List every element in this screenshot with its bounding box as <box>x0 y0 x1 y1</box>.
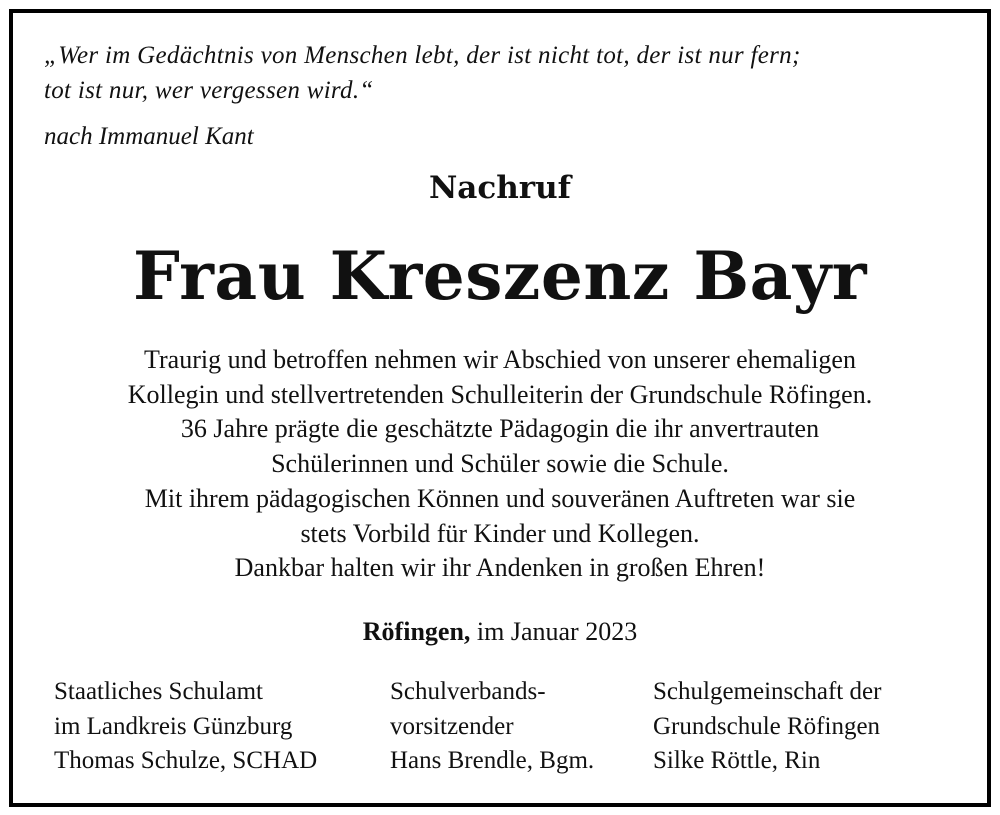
place-name: Röfingen, <box>362 617 471 646</box>
obituary-heading: Nachruf <box>428 170 572 206</box>
signature-line: Grundschule Röfingen <box>653 712 881 740</box>
body-line: Mit ihrem pädagogischen Können und souveränen Auftreten war sie <box>144 483 856 513</box>
deceased-name: Frau Kreszenz Bayr <box>132 237 868 315</box>
signature-school-office <box>54 675 317 779</box>
signature-line: Schulgemeinschaft der <box>653 678 882 705</box>
body-line: Dankbar halten wir ihr Andenken in großen Ehren! <box>234 553 766 583</box>
quote-line-2: tot ist nur, wer vergessen wird.“ <box>44 77 374 104</box>
quote-line-1: „Wer im Gedächtnis von Menschen lebt, der ist nicht tot, der ist nur fern; <box>44 42 801 69</box>
signature-school-community <box>653 675 881 779</box>
signature-line: Silke Röttle, Rin <box>653 747 821 774</box>
signature-school-association <box>390 675 594 779</box>
signature-line: Staatliches Schulamt <box>54 678 263 705</box>
signature-line: Hans Brendle, Bgm. <box>390 747 595 774</box>
signature-line: Schulverbands- <box>390 678 546 705</box>
body-line: Kollegin und stellvertretenden Schulleiterin der Grundschule Röfingen. <box>127 379 873 409</box>
place-and-date <box>0 614 1000 650</box>
signature-line: im Landkreis Günzburg <box>54 712 293 740</box>
body-line: Schülerinnen und Schüler sowie die Schule. <box>271 449 729 479</box>
body-line: Traurig und betroffen nehmen wir Abschied von unserer ehemaligen <box>144 345 856 374</box>
signature-line: Thomas Schulze, SCHAD <box>54 747 318 774</box>
obituary-body <box>0 343 1000 586</box>
date-text: im Januar 2023 <box>476 617 638 646</box>
epigraph-quote <box>44 38 954 108</box>
body-line: stets Vorbild für Kinder und Kollegen. <box>300 518 700 548</box>
body-line: 36 Jahre prägte die geschätzte Pädagogin die ihr anvertrauten <box>180 414 820 444</box>
signature-line: vorsitzender <box>390 712 514 740</box>
quote-attribution: nach Immanuel Kant <box>44 123 254 150</box>
